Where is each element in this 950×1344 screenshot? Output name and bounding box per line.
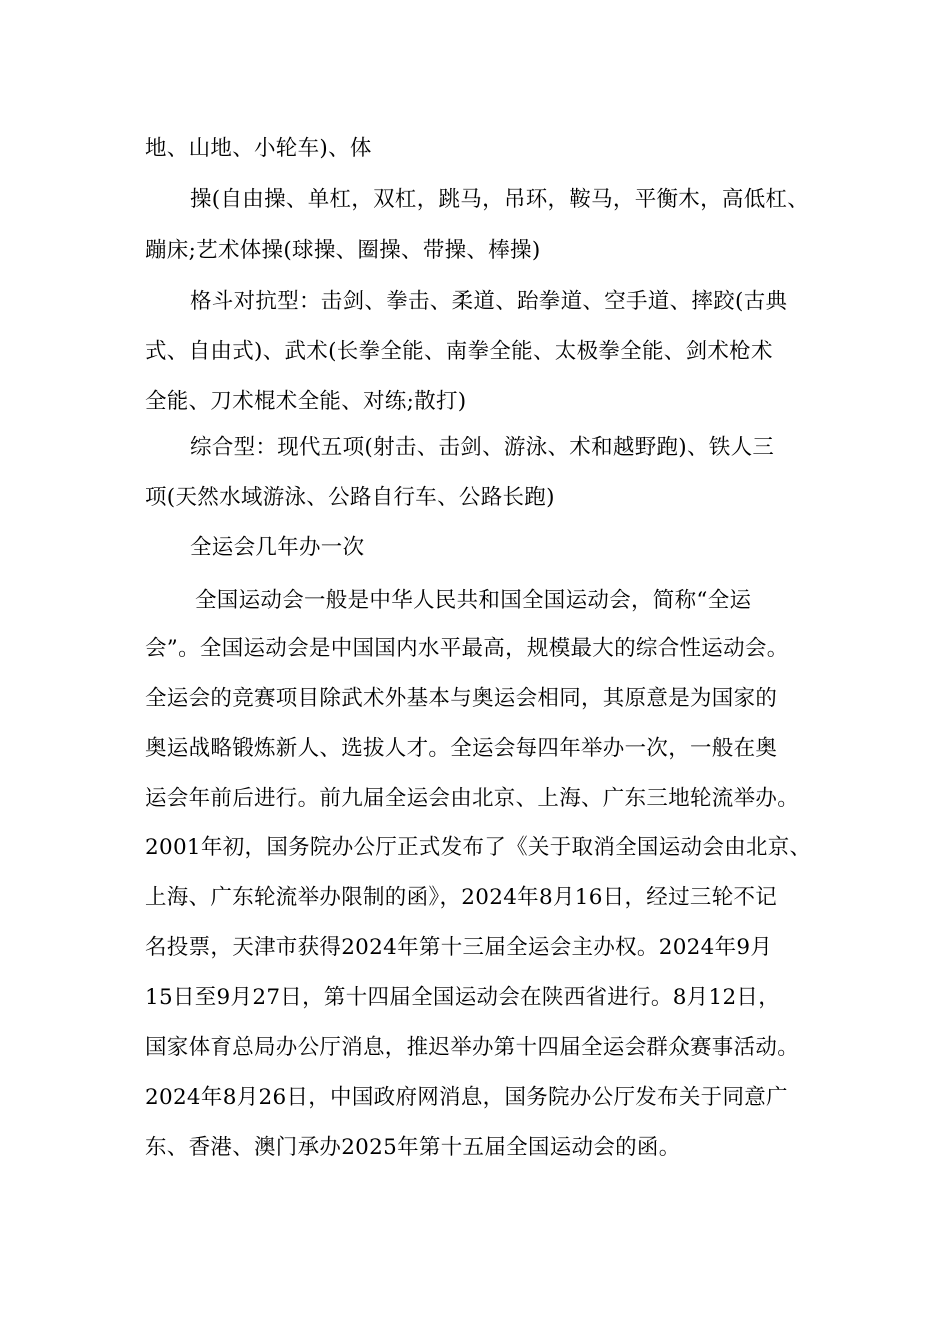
text-line-20: 2024年8月26日，中国政府网消息，国务院办公厅发布关于同意广 — [145, 1085, 788, 1110]
section-heading: 全运会几年办一次 — [190, 535, 365, 560]
text-line-19: 国家体育总局办公厅消息，推迟举办第十四届全运会群众赛事活动。 — [145, 1035, 800, 1060]
text-line-13: 奥运战略锻炼新人、选拔人才。全运会每四年举办一次，一般在奥 — [145, 736, 778, 761]
text-line-3: 蹦床;艺术体操(球操、圈操、带操、棒操) — [145, 238, 541, 263]
text-line-2: 操(自由操、单杠，双杠，跳马，吊环，鞍马，平衡木，高低杠、 — [190, 187, 810, 212]
text-line-16: 上海、广东轮流举办限制的函》，2024年8月16日，经过三轮不记 — [145, 885, 778, 910]
text-line-4: 格斗对抗型：击剑、拳击、柔道、跆拳道、空手道、摔跤(古典 — [190, 289, 788, 314]
text-line-21: 东、香港、澳门承办2025年第十五届全国运动会的函。 — [145, 1135, 681, 1160]
text-line-18: 15日至9月27日，第十四届全国运动会在陕西省进行。8月12日， — [145, 985, 781, 1010]
text-line-11: 会”。全国运动会是中国国内水平最高，规模最大的综合性运动会。 — [145, 636, 789, 661]
text-line-15: 2001年初，国务院办公厅正式发布了《关于取消全国运动会由北京、 — [145, 835, 812, 860]
text-line-14: 运会年前后进行。前九届全运会由北京、上海、广东三地轮流举办。 — [145, 786, 800, 811]
text-line-1: 地、山地、小轮车)、体 — [145, 136, 372, 161]
text-line-7: 综合型：现代五项(射击、击剑、游泳、术和越野跑)、铁人三 — [190, 435, 775, 460]
text-line-6: 全能、刀术棍术全能、对练;散打) — [145, 389, 467, 414]
text-line-12: 全运会的竞赛项目除武术外基本与奥运会相同，其原意是为国家的 — [145, 686, 778, 711]
text-line-17: 名投票，天津市获得2024年第十三届全运会主办权。2024年9月 — [145, 935, 773, 960]
text-line-10: 全国运动会一般是中华人民共和国全国运动会，简称“全运 — [195, 588, 752, 613]
text-line-5: 式、自由式)、武术(长拳全能、南拳全能、太极拳全能、剑术枪术 — [145, 339, 773, 364]
text-line-8: 项(天然水域游泳、公路自行车、公路长跑) — [145, 485, 555, 510]
